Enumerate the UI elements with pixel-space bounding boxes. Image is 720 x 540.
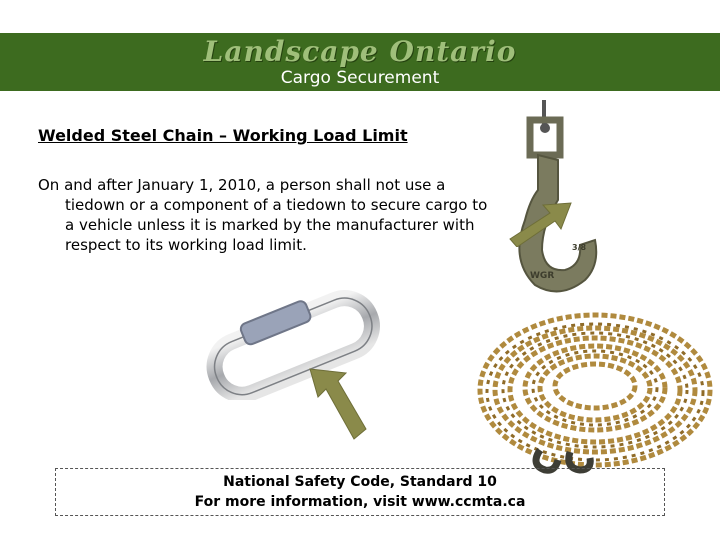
footer-website-line: For more information, visit www.ccmta.ca	[194, 494, 526, 510]
footer-standard-line: National Safety Code, Standard 10	[223, 474, 497, 490]
pointer-arrow-hook-icon	[505, 197, 575, 247]
slide-subtitle: Cargo Securement	[280, 68, 440, 88]
hook-mark-right: 3/8	[572, 243, 587, 252]
chain-coil-image	[470, 300, 720, 475]
hook-mark-left: WGR	[530, 271, 555, 281]
link-sleeve	[239, 299, 312, 346]
section-heading: Welded Steel Chain – Working Load Limit	[38, 126, 408, 145]
footer-reference-box	[55, 468, 665, 516]
header-banner	[0, 33, 720, 91]
hook-pin	[540, 123, 550, 133]
body-paragraph: On and after January 1, 2010, a person shall not use a tiedown or a component of a tiedown to secure cargo to a vehicle unless it is marked by the manufacturer with respect to its working load limit.	[38, 176, 488, 254]
pointer-arrow-link-icon	[300, 365, 370, 445]
brand-logo-text: Landscape Ontario	[203, 35, 517, 68]
